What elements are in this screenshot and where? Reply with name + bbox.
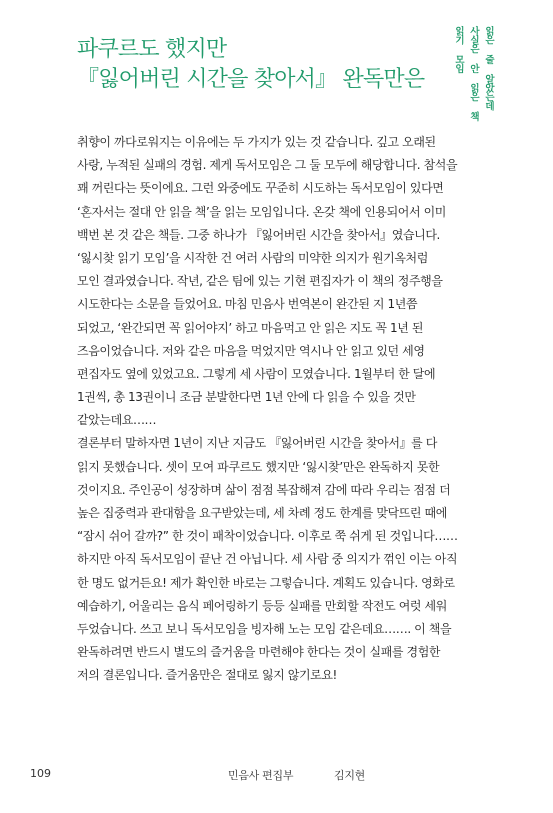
page-footer — [30, 767, 500, 787]
body-text-line: 시도한다는 소문을 들었어요. 마침 민음사 번역본이 완간된 지 1년쯤 — [77, 297, 418, 312]
section-label-column: 사실은 안 읽은 책 — [468, 26, 479, 121]
body-text-line: 1권씩, 총 13권이니 조금 분발한다면 1년 안에 다 읽을 수 있을 것만 — [77, 390, 416, 405]
body-text-line: 것이지요. 주인공이 성장하며 삶이 점점 복잡해져 감에 따라 우리는 점점 더 — [77, 482, 451, 497]
author-name: 김지현 — [334, 769, 365, 782]
body-text-line: 결론부터 말하자면 1년이 지난 지금도 『잃어버린 시간을 찾아서』를 다 — [77, 436, 437, 451]
page-number: 109 — [30, 767, 51, 780]
body-text-line: 읽지 못했습니다. 셋이 모여 파쿠르도 했지만 ‘잃시찾’만은 완독하지 못한 — [77, 459, 440, 474]
body-text-line: 백번 본 것 같은 책들. 그중 하나가 『잃어버린 시간을 찾아서』였습니다. — [77, 227, 440, 242]
body-text-line: 사랑, 누적된 실패의 경험. 제게 독서모임은 그 둘 모두에 해당합니다. 참석을 — [77, 158, 458, 173]
essay-body — [77, 131, 519, 688]
body-text-line: 하지만 아직 독서모임이 끝난 건 아닙니다. 세 사람 중 의지가 꺾인 이는 아직 — [77, 552, 458, 567]
body-text-line: 같았는데요…… — [77, 413, 157, 428]
body-text-line: 완독하려면 반드시 별도의 즐거움을 마련해야 한다는 것이 실패를 경험한 — [77, 645, 441, 660]
body-text-line: ‘혼자서는 절대 안 읽을 책’을 읽는 모임입니다. 온갖 책에 인용되어서 이미 — [77, 204, 446, 219]
essay-title-line-2: 『잃어버린 시간을 찾아서』 완독만은 — [77, 67, 425, 92]
body-text-line: 두었습니다. 쓰고 보니 독서모임을 빙자해 노는 모임 같은데요……. 이 책을 — [77, 621, 452, 636]
body-text-line: 되었고, ‘완간되면 꼭 읽어야지’ 하고 마음먹고 안 읽은 지도 꼭 1년 된 — [77, 320, 424, 335]
body-text-line: 예습하기, 어울리는 음식 페어링하기 등등 실패를 만회할 작전도 여럿 세워 — [77, 598, 447, 613]
body-text-line: 저의 결론입니다. 즐거움만은 절대로 잃지 않기로요! — [77, 668, 337, 683]
essay-title-line-1: 파쿠르도 했지만 — [77, 37, 227, 62]
body-text-line: 꽤 꺼린다는 뜻이에요. 그런 와중에도 꾸준히 시도하는 독서모임이 있다면 — [77, 181, 444, 196]
body-text-line: 편집자도 옆에 있었고요. 그렇게 세 사람이 모였습니다. 1월부터 한 달에 — [77, 366, 436, 381]
body-text-line: 모인 결과였습니다. 작년, 같은 팀에 있는 기현 편집자가 이 책의 정주행을 — [77, 274, 443, 289]
section-label — [452, 26, 495, 121]
section-label-column: 읽기 모임 — [453, 26, 464, 73]
body-text-line: 높은 집중력과 관대함을 요구받았는데, 세 차례 정도 한계를 맞닥뜨린 때에 — [77, 506, 447, 520]
body-text-line: 취향이 까다로워지는 이유에는 두 가지가 있는 것 같습니다. 깊고 오래된 — [77, 135, 436, 149]
body-text-line: 한 명도 없거든요! 제가 확인한 바로는 그렇습니다. 계획도 있습니다. 영화로 — [77, 575, 455, 590]
body-text-line: ‘잃시찾 읽기 모임’을 시작한 건 여러 사람의 미약한 의지가 원기옥처럼 — [77, 250, 428, 265]
body-text-line: 즈음이었습니다. 저와 같은 마음을 먹었지만 역시나 안 읽고 있던 세영 — [77, 343, 425, 358]
section-label-column: 읽은 줄 알았는데 — [483, 26, 494, 110]
publisher-name: 민음사 편집부 — [228, 769, 294, 782]
body-text-line: “잠시 쉬어 갈까?” 한 것이 패착이었습니다. 이후로 쭉 쉬게 된 것입니다…… — [77, 529, 458, 544]
